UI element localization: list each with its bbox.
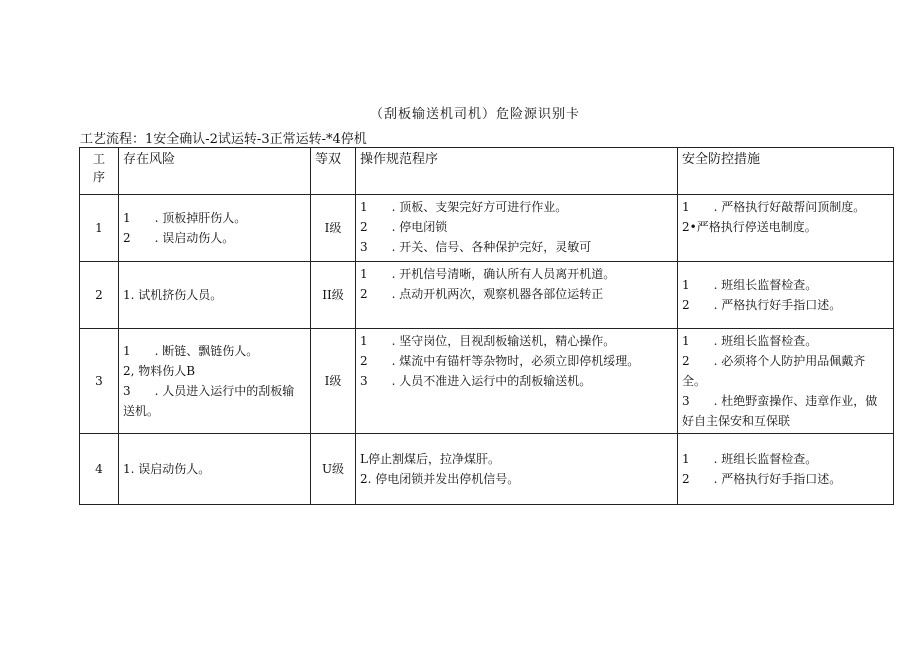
risk-item: 1. 误启动伤人。 [123,462,211,476]
level-cell: U级 [311,434,356,505]
control-item: 1 . 严格执行好敲帮问顶制度。 [682,200,866,214]
control-item: 2 . 严格执行好手指口述。 [682,472,842,486]
seq-cell: 2 [80,262,119,329]
header-level: 等双 [311,148,356,195]
control-cell [678,329,894,434]
procedure-item: 2 . 停电闭锁 [360,220,448,234]
risk-item: 1 . 顶板掉肝伤人。 [123,211,247,225]
header-risk: 存在风险 [119,148,311,195]
control-cell [678,262,894,329]
risk-item: 1. 试机挤伤人员。 [123,288,223,302]
risk-cell [119,195,311,262]
seq-cell: 3 [80,329,119,434]
control-item: 1 . 班组长监督检查。 [682,278,818,292]
risk-item: 2 . 误启动伤人。 [123,231,235,245]
risk-cell [119,262,311,329]
procedure-cell [356,434,678,505]
procedure-cell [356,195,678,262]
procedure-item: 2. 停电闭锁并发出停机信号。 [360,472,520,486]
procedure-item: L停止割煤后，拉净煤肝。 [360,452,500,466]
procedure-item: 2 . 点动开机两次，观察机器各部位运转正 [360,287,604,301]
table-row [80,329,894,434]
header-seq-label: 工序 [92,152,105,184]
procedure-cell [356,262,678,329]
control-item: 3 . 杜绝野蛮操作、违章作业，做好自主保安和互保联 [682,394,878,428]
procedure-item: 3 . 人员不准进入运行中的刮板输送机。 [360,374,592,388]
hazard-table [79,147,894,505]
control-item: 2•严格执行停送电制度。 [682,220,817,234]
risk-item: 2, 物料伤人B [123,364,196,378]
level-cell: I级 [311,329,356,434]
procedure-item: 1 . 顶板、支架完好方可进行作业。 [360,200,568,214]
control-item: 2 . 严格执行好手指口述。 [682,298,842,312]
header-seq [80,148,119,195]
risk-item: 1 . 断链、飘链伤人。 [123,344,259,358]
procedure-item: 1 . 坚守岗位，目视刮板输送机，精心操作。 [360,334,616,348]
level-cell: II级 [311,262,356,329]
risk-cell [119,434,311,505]
risk-item: 3 . 人员进入运行中的刮板输送机。 [123,384,295,418]
table-row [80,195,894,262]
procedure-item: 1 . 开机信号清晰，确认所有人员离开机道。 [360,267,616,281]
table-row [80,262,894,329]
table-header-row [80,148,894,195]
header-procedure: 操作规范程序 [356,148,678,195]
table-row [80,434,894,505]
control-cell [678,195,894,262]
procedure-cell [356,329,678,434]
control-item: 1 . 班组长监督检查。 [682,334,818,348]
header-control: 安全防控措施 [678,148,894,195]
procedure-item: 3 . 开关、信号、各种保护完好，灵敏可 [360,240,592,254]
level-cell: I级 [311,195,356,262]
seq-cell: 4 [80,434,119,505]
page-title: （刮板输送机司机）危险源识别卡 [370,107,581,122]
control-cell [678,434,894,505]
procedure-item: 2 . 煤流中有锚杆等杂物时，必须立即停机绥理。 [360,354,640,368]
process-flow: 工艺流程：1安全确认-2试运转-3正常运转-*4停机 [80,132,367,147]
control-item: 1 . 班组长监督检查。 [682,452,818,466]
risk-cell [119,329,311,434]
control-item: 2 . 必须将个人防护用品佩戴齐全。 [682,354,866,388]
seq-cell: 1 [80,195,119,262]
